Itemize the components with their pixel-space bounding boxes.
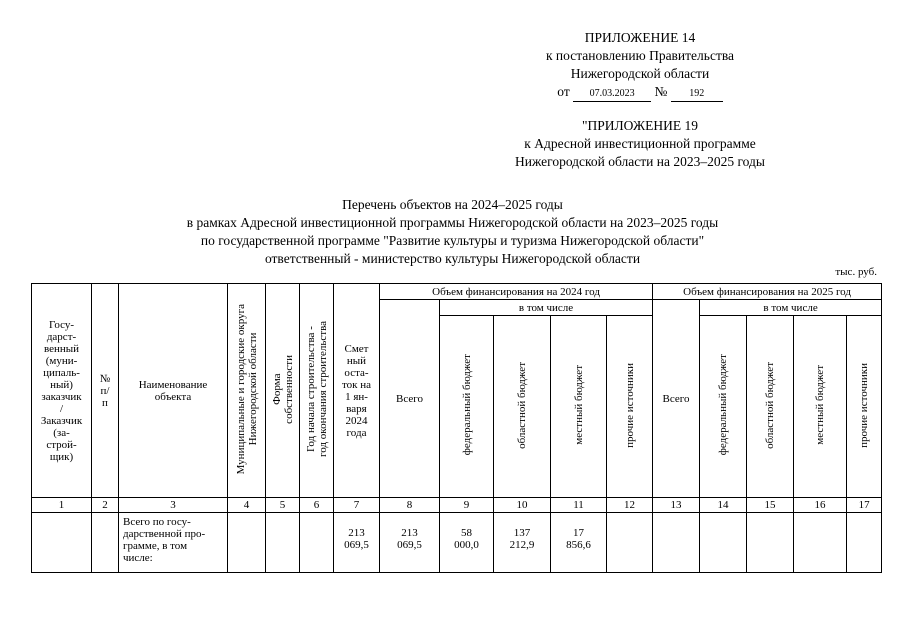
col-number: 12 bbox=[607, 498, 653, 513]
title-line3: по государственной программе "Развитие культуры и туризма Нижегородской области" bbox=[200, 233, 705, 248]
title-line2: в рамках Адресной инвестиционной программы Нижегородской области на 2023–2025 годы bbox=[186, 215, 719, 230]
col-number: 6 bbox=[300, 498, 334, 513]
appendix-19-block bbox=[495, 117, 785, 171]
cell-total-2025 bbox=[653, 513, 700, 573]
header-incl-2025: в том числе bbox=[700, 300, 882, 316]
cell-regional-2025 bbox=[747, 513, 794, 573]
header-regional-2024: областной бюджет bbox=[494, 316, 551, 498]
header-local-2024: местный бюджет bbox=[551, 316, 607, 498]
col-number: 10 bbox=[494, 498, 551, 513]
appendix-14-line2: Нижегородской области bbox=[570, 66, 710, 81]
col-number: 15 bbox=[747, 498, 794, 513]
col-number: 17 bbox=[847, 498, 882, 513]
appendix-14-line1: к постановлению Правительства bbox=[545, 48, 735, 63]
appendix-19-title: "ПРИЛОЖЕНИЕ 19 bbox=[581, 118, 699, 133]
cell-federal-2025 bbox=[700, 513, 747, 573]
col-number: 3 bbox=[119, 498, 228, 513]
cell-total-2024: 213 069,5 bbox=[380, 513, 440, 573]
document-title bbox=[0, 196, 905, 268]
header-total-2024: Всего bbox=[380, 300, 440, 498]
header-other-2024: прочие источники bbox=[607, 316, 653, 498]
cell-remainder: 213 069,5 bbox=[334, 513, 380, 573]
header-municipality: Муниципальные и городские округа Нижегородской области bbox=[228, 284, 266, 498]
date-prefix: от bbox=[557, 84, 570, 99]
cell-federal-2024: 58 000,0 bbox=[440, 513, 494, 573]
title-line1: Перечень объектов на 2024–2025 годы bbox=[342, 197, 563, 212]
col-number: 14 bbox=[700, 498, 747, 513]
date-value: 07.03.2023 bbox=[573, 87, 651, 102]
header-ownership: Форма собственности bbox=[266, 284, 300, 498]
number-value: 192 bbox=[671, 87, 723, 102]
cell-other-2025 bbox=[847, 513, 882, 573]
cell-local-2024: 17 856,6 bbox=[551, 513, 607, 573]
col-number: 1 bbox=[32, 498, 92, 513]
col-number: 9 bbox=[440, 498, 494, 513]
col-number: 7 bbox=[334, 498, 380, 513]
table-row bbox=[32, 513, 882, 573]
header-federal-2024: федеральный бюджет bbox=[440, 316, 494, 498]
col-number: 11 bbox=[551, 498, 607, 513]
header-name: Наименование объекта bbox=[119, 284, 228, 498]
col-number: 4 bbox=[228, 498, 266, 513]
title-line4: ответственный - министерство культуры Нижегородской области bbox=[264, 251, 641, 266]
appendix-19-line2: Нижегородской области на 2023–2025 годы bbox=[515, 154, 765, 169]
header-federal-2025: федеральный бюджет bbox=[700, 316, 747, 498]
header-remainder: Смет ный оста- ток на 1 ян- варя 2024 года bbox=[334, 284, 380, 498]
col-number: 2 bbox=[92, 498, 119, 513]
cell-num bbox=[92, 513, 119, 573]
cell-local-2025 bbox=[794, 513, 847, 573]
appendix-14-date-line bbox=[520, 83, 760, 102]
col-number: 13 bbox=[653, 498, 700, 513]
appendix-14-block bbox=[520, 29, 760, 102]
header-fin-2024: Объем финансирования на 2024 год bbox=[380, 284, 653, 300]
header-num: № п/ п bbox=[92, 284, 119, 498]
col-number: 5 bbox=[266, 498, 300, 513]
cell-municipality bbox=[228, 513, 266, 573]
header-other-2025: прочие источники bbox=[847, 316, 882, 498]
appendix-14-title: ПРИЛОЖЕНИЕ 14 bbox=[584, 30, 696, 45]
header-total-2025: Всего bbox=[653, 300, 700, 498]
cell-customer bbox=[32, 513, 92, 573]
header-years: Год начала строительства - год окончания строительства bbox=[300, 284, 334, 498]
header-local-2025: местный бюджет bbox=[794, 316, 847, 498]
cell-other-2024 bbox=[607, 513, 653, 573]
col-number: 16 bbox=[794, 498, 847, 513]
header-customer: Госу- дарст- венный (муни- ципаль- ный) заказчик / Заказчик (за- строй- щик) bbox=[32, 284, 92, 498]
unit-label: тыс. руб. bbox=[835, 266, 877, 278]
cell-name: Всего по госу- дарственной про- грамме, в том числе: bbox=[119, 513, 228, 573]
cell-regional-2024: 137 212,9 bbox=[494, 513, 551, 573]
header-fin-2025: Объем финансирования на 2025 год bbox=[653, 284, 882, 300]
column-numbers-row bbox=[32, 498, 882, 513]
col-number: 8 bbox=[380, 498, 440, 513]
cell-years bbox=[300, 513, 334, 573]
objects-table bbox=[31, 283, 882, 573]
header-incl-2024: в том числе bbox=[440, 300, 653, 316]
number-prefix: № bbox=[654, 84, 668, 99]
header-regional-2025: областной бюджет bbox=[747, 316, 794, 498]
cell-ownership bbox=[266, 513, 300, 573]
appendix-19-line1: к Адресной инвестиционной программе bbox=[524, 136, 756, 151]
